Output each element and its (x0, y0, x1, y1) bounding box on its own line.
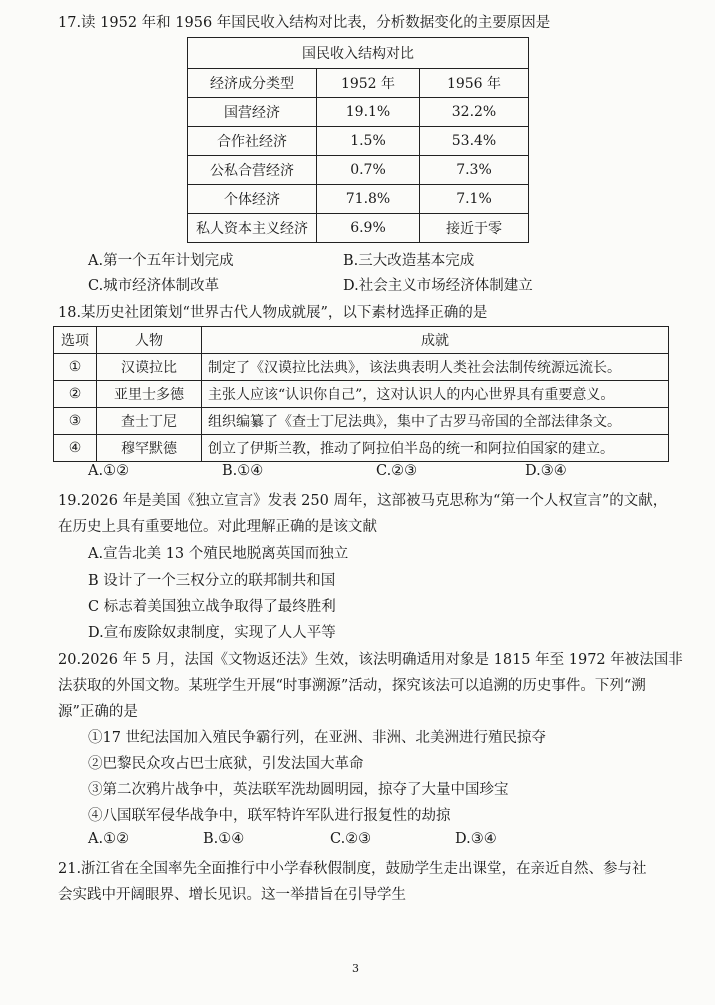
table-cell: 私人资本主义经济 (188, 214, 317, 243)
table-cell: 7.3% (420, 156, 529, 185)
q20-item-3: ③第二次鸦片战争中，英法联军洗劫圆明园，掠夺了大量中国珍宝 (88, 782, 509, 798)
q18-option-b: B.①④ (222, 463, 264, 479)
table-row (54, 381, 669, 408)
q19-option-c: C 标志着美国独立战争取得了最终胜利 (88, 599, 336, 615)
table-cell: 公私合营经济 (188, 156, 317, 185)
q17-option-a: A.第一个五年计划完成 (88, 253, 234, 269)
table-cell: ④ (54, 435, 97, 462)
table-cell: 亚里士多德 (97, 381, 202, 408)
q19-stem-line-1: 19.2026 年是美国《独立宣言》发表 250 周年，这部被马克思称为“第一个人权宣言”的文献， (58, 493, 668, 509)
q20-stem-line-2: 法获取的外国文物。某班学生开展“时事溯源”活动，探究该法可以追溯的历史事件。下列“溯 (58, 678, 646, 694)
q17-option-b: B.三大改造基本完成 (343, 253, 475, 269)
table-cell: 主张人应该“认识你自己”，这对认识人的内心世界具有重要意义。 (202, 381, 669, 408)
q18-option-a: A.①② (88, 463, 130, 479)
table-cell: 7.1% (420, 185, 529, 214)
table-cell: 个体经济 (188, 185, 317, 214)
table-cell: ② (54, 381, 97, 408)
table-row (54, 408, 669, 435)
table-cell: 接近于零 (420, 214, 529, 243)
table-cell: 国营经济 (188, 98, 317, 127)
q20-item-1: ①17 世纪法国加入殖民争霸行列，在亚洲、非洲、北美洲进行殖民掠夺 (88, 730, 547, 746)
q21-stem-line-2: 会实践中开阔眼界、增长见识。这一举措旨在引导学生 (58, 887, 406, 903)
q18-header: 人物 (97, 327, 202, 354)
q20-stem-line-1: 20.2026 年 5 月，法国《文物返还法》生效，该法明确适用对象是 1815 年至 1972 年被法国非 (58, 652, 683, 668)
q19-option-b: B 设计了一个三权分立的联邦制共和国 (88, 573, 336, 589)
q18-header: 选项 (54, 327, 97, 354)
table-cell: ① (54, 354, 97, 381)
table-cell: 组织编纂了《查士丁尼法典》，集中了古罗马帝国的全部法律条文。 (202, 408, 669, 435)
table-cell: 制定了《汉谟拉比法典》，该法典表明人类社会法制传统源远流长。 (202, 354, 669, 381)
table-cell: 71.8% (317, 185, 420, 214)
q20-item-2: ②巴黎民众攻占巴士底狱，引发法国大革命 (88, 756, 364, 772)
q18-header: 成就 (202, 327, 669, 354)
q18-stem: 18.某历史社团策划“世界古代人物成就展”，以下素材选择正确的是 (58, 305, 488, 321)
table-row (188, 214, 529, 243)
page-number: 3 (352, 962, 359, 975)
table-cell: ③ (54, 408, 97, 435)
q19-option-a: A.宣告北美 13 个殖民地脱离英国而独立 (88, 546, 349, 562)
table-row (188, 185, 529, 214)
q18-option-d: D.③④ (525, 463, 567, 479)
q21-stem-line-1: 21.浙江省在全国率先全面推行中小学春秋假制度，鼓励学生走出课堂，在亲近自然、参与社 (58, 861, 647, 877)
table-cell: 汉谟拉比 (97, 354, 202, 381)
q20-option-a: A.①② (88, 831, 130, 847)
table-row (188, 98, 529, 127)
q17-option-d: D.社会主义市场经济体制建立 (343, 278, 533, 294)
q20-option-c: C.②③ (330, 831, 372, 847)
table-cell: 合作社经济 (188, 127, 317, 156)
q20-stem-line-3: 源”正确的是 (58, 704, 138, 720)
table-row (188, 156, 529, 185)
q18-option-c: C.②③ (376, 463, 418, 479)
table-cell: 53.4% (420, 127, 529, 156)
table-cell: 19.1% (317, 98, 420, 127)
q17-table-title: 国民收入结构对比 (188, 38, 529, 69)
q17-stem: 17.读 1952 年和 1956 年国民收入结构对比表，分析数据变化的主要原因是 (58, 15, 551, 31)
q19-option-d: D.宣布废除奴隶制度，实现了人人平等 (88, 625, 336, 641)
q20-option-d: D.③④ (455, 831, 497, 847)
table-row (188, 127, 529, 156)
q17-header: 1956 年 (420, 69, 529, 98)
table-row (54, 354, 669, 381)
table-cell: 32.2% (420, 98, 529, 127)
table-cell: 0.7% (317, 156, 420, 185)
q20-item-4: ④八国联军侵华战争中，联军特许军队进行报复性的劫掠 (88, 808, 451, 824)
q17-header: 经济成分类型 (188, 69, 317, 98)
q19-stem-line-2: 在历史上具有重要地位。对此理解正确的是该文献 (58, 519, 377, 535)
table-row (54, 435, 669, 462)
q17-option-c: C.城市经济体制改革 (88, 278, 220, 294)
table-cell: 1.5% (317, 127, 420, 156)
table-cell: 穆罕默德 (97, 435, 202, 462)
q17-header: 1952 年 (317, 69, 420, 98)
q20-option-b: B.①④ (203, 831, 245, 847)
table-cell: 查士丁尼 (97, 408, 202, 435)
q18-table (53, 326, 669, 462)
q17-table (187, 37, 529, 243)
table-cell: 创立了伊斯兰教，推动了阿拉伯半岛的统一和阿拉伯国家的建立。 (202, 435, 669, 462)
table-cell: 6.9% (317, 214, 420, 243)
